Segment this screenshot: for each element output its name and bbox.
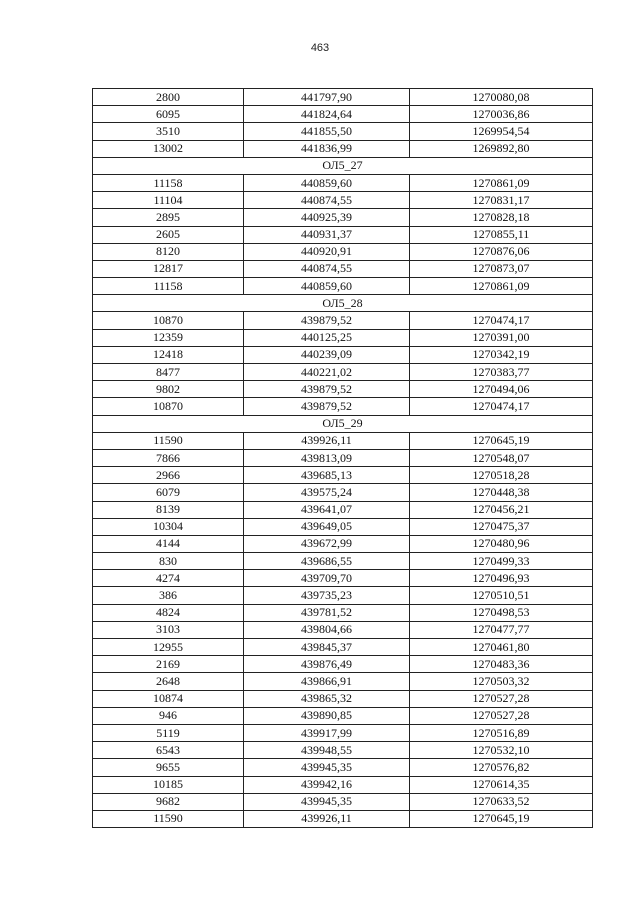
y-coordinate-cell: 1270483,36 [410,656,593,673]
y-coordinate-cell: 1270080,08 [410,89,593,106]
point-number-cell: 2800 [93,89,244,106]
point-number-cell: 12418 [93,346,244,363]
y-coordinate-cell: 1270448,38 [410,484,593,501]
y-coordinate-cell: 1270633,52 [410,793,593,810]
point-number-cell: 12359 [93,329,244,346]
y-coordinate-cell: 1270383,77 [410,364,593,381]
table-row [93,759,593,776]
y-coordinate-cell: 1270527,28 [410,690,593,707]
point-number-cell: 11158 [93,174,244,191]
table-row [93,123,593,140]
x-coordinate-cell: 439672,99 [244,535,410,552]
table-row [93,140,593,157]
point-number-cell: 12817 [93,260,244,277]
y-coordinate-cell: 1270873,07 [410,260,593,277]
table-row [93,432,593,449]
x-coordinate-cell: 439709,70 [244,570,410,587]
point-number-cell: 9655 [93,759,244,776]
table-row [93,312,593,329]
x-coordinate-cell: 439948,55 [244,742,410,759]
point-number-cell: 7866 [93,449,244,466]
x-coordinate-cell: 441824,64 [244,106,410,123]
x-coordinate-cell: 439879,52 [244,381,410,398]
point-number-cell: 8477 [93,364,244,381]
y-coordinate-cell: 1269954,54 [410,123,593,140]
point-number-cell: 3510 [93,123,244,140]
y-coordinate-cell: 1270342,19 [410,346,593,363]
x-coordinate-cell: 439866,91 [244,673,410,690]
table-row [93,535,593,552]
point-number-cell: 9682 [93,793,244,810]
y-coordinate-cell: 1270516,89 [410,724,593,741]
table-row [93,553,593,570]
page-number: 463 [310,42,330,54]
point-number-cell: 11158 [93,278,244,295]
x-coordinate-cell: 439575,24 [244,484,410,501]
x-coordinate-cell: 439865,32 [244,690,410,707]
y-coordinate-cell: 1270498,53 [410,604,593,621]
x-coordinate-cell: 440239,09 [244,346,410,363]
y-coordinate-cell: 1270527,28 [410,707,593,724]
point-number-cell: 9802 [93,381,244,398]
y-coordinate-cell: 1270855,11 [410,226,593,243]
table-row [93,467,593,484]
y-coordinate-cell: 1270548,07 [410,449,593,466]
y-coordinate-cell: 1270831,17 [410,192,593,209]
y-coordinate-cell: 1270876,06 [410,243,593,260]
table-row [93,346,593,363]
x-coordinate-cell: 439926,11 [244,432,410,449]
y-coordinate-cell: 1270480,96 [410,535,593,552]
y-coordinate-cell: 1270503,32 [410,673,593,690]
x-coordinate-cell: 441855,50 [244,123,410,140]
table-row [93,639,593,656]
y-coordinate-cell: 1270496,93 [410,570,593,587]
table-row [93,364,593,381]
x-coordinate-cell: 439735,23 [244,587,410,604]
section-label: ОЛ5_27 [93,157,593,174]
point-number-cell: 11104 [93,192,244,209]
x-coordinate-cell: 439917,99 [244,724,410,741]
table-row [93,89,593,106]
x-coordinate-cell: 439813,09 [244,449,410,466]
table-row [93,621,593,638]
y-coordinate-cell: 1269892,80 [410,140,593,157]
y-coordinate-cell: 1270576,82 [410,759,593,776]
point-number-cell: 10185 [93,776,244,793]
point-number-cell: 8139 [93,501,244,518]
table-row [93,742,593,759]
x-coordinate-cell: 439945,35 [244,793,410,810]
point-number-cell: 5119 [93,724,244,741]
point-number-cell: 2966 [93,467,244,484]
point-number-cell: 4824 [93,604,244,621]
x-coordinate-cell: 440874,55 [244,192,410,209]
y-coordinate-cell: 1270861,09 [410,278,593,295]
table-row [93,673,593,690]
table-row [93,398,593,415]
table-row [93,226,593,243]
y-coordinate-cell: 1270036,86 [410,106,593,123]
y-coordinate-cell: 1270518,28 [410,467,593,484]
coordinates-table-body [93,89,593,828]
x-coordinate-cell: 440874,55 [244,260,410,277]
x-coordinate-cell: 440920,91 [244,243,410,260]
table-row [93,106,593,123]
point-number-cell: 11590 [93,432,244,449]
table-row [93,174,593,191]
y-coordinate-cell: 1270614,35 [410,776,593,793]
table-row [93,707,593,724]
table-row [93,810,593,827]
point-number-cell: 6079 [93,484,244,501]
point-number-cell: 3103 [93,621,244,638]
point-number-cell: 2605 [93,226,244,243]
y-coordinate-cell: 1270532,10 [410,742,593,759]
point-number-cell: 4144 [93,535,244,552]
y-coordinate-cell: 1270494,06 [410,381,593,398]
point-number-cell: 4274 [93,570,244,587]
coordinates-table [92,88,593,828]
table-row [93,192,593,209]
x-coordinate-cell: 439845,37 [244,639,410,656]
y-coordinate-cell: 1270645,19 [410,810,593,827]
x-coordinate-cell: 439942,16 [244,776,410,793]
x-coordinate-cell: 440859,60 [244,174,410,191]
x-coordinate-cell: 439804,66 [244,621,410,638]
table-row [93,278,593,295]
y-coordinate-cell: 1270475,37 [410,518,593,535]
x-coordinate-cell: 439876,49 [244,656,410,673]
point-number-cell: 11590 [93,810,244,827]
table-row [93,793,593,810]
point-number-cell: 10304 [93,518,244,535]
section-header-row [93,295,593,312]
point-number-cell: 10870 [93,398,244,415]
point-number-cell: 2648 [93,673,244,690]
table-row [93,690,593,707]
point-number-cell: 946 [93,707,244,724]
y-coordinate-cell: 1270477,77 [410,621,593,638]
x-coordinate-cell: 440125,25 [244,329,410,346]
table-row [93,656,593,673]
table-row [93,484,593,501]
x-coordinate-cell: 439685,13 [244,467,410,484]
y-coordinate-cell: 1270828,18 [410,209,593,226]
x-coordinate-cell: 440925,39 [244,209,410,226]
table-row [93,570,593,587]
x-coordinate-cell: 439781,52 [244,604,410,621]
x-coordinate-cell: 439926,11 [244,810,410,827]
x-coordinate-cell: 440931,37 [244,226,410,243]
section-label: ОЛ5_29 [93,415,593,432]
point-number-cell: 13002 [93,140,244,157]
x-coordinate-cell: 439686,55 [244,553,410,570]
section-header-row [93,415,593,432]
y-coordinate-cell: 1270645,19 [410,432,593,449]
x-coordinate-cell: 441797,90 [244,89,410,106]
table-row [93,501,593,518]
table-row [93,518,593,535]
y-coordinate-cell: 1270510,51 [410,587,593,604]
point-number-cell: 12955 [93,639,244,656]
table-row [93,604,593,621]
table-row [93,260,593,277]
x-coordinate-cell: 441836,99 [244,140,410,157]
point-number-cell: 386 [93,587,244,604]
x-coordinate-cell: 439879,52 [244,312,410,329]
y-coordinate-cell: 1270861,09 [410,174,593,191]
table-row [93,724,593,741]
point-number-cell: 6095 [93,106,244,123]
point-number-cell: 6543 [93,742,244,759]
table-row [93,587,593,604]
y-coordinate-cell: 1270391,00 [410,329,593,346]
x-coordinate-cell: 439890,85 [244,707,410,724]
x-coordinate-cell: 439641,07 [244,501,410,518]
point-number-cell: 8120 [93,243,244,260]
table-row [93,329,593,346]
section-label: ОЛ5_28 [93,295,593,312]
y-coordinate-cell: 1270461,80 [410,639,593,656]
x-coordinate-cell: 440859,60 [244,278,410,295]
table-row [93,381,593,398]
point-number-cell: 10874 [93,690,244,707]
y-coordinate-cell: 1270474,17 [410,398,593,415]
y-coordinate-cell: 1270456,21 [410,501,593,518]
table-row [93,243,593,260]
point-number-cell: 2169 [93,656,244,673]
section-header-row [93,157,593,174]
x-coordinate-cell: 440221,02 [244,364,410,381]
x-coordinate-cell: 439945,35 [244,759,410,776]
point-number-cell: 2895 [93,209,244,226]
x-coordinate-cell: 439649,05 [244,518,410,535]
point-number-cell: 830 [93,553,244,570]
table-row [93,209,593,226]
point-number-cell: 10870 [93,312,244,329]
y-coordinate-cell: 1270474,17 [410,312,593,329]
table-row [93,449,593,466]
table-row [93,776,593,793]
y-coordinate-cell: 1270499,33 [410,553,593,570]
x-coordinate-cell: 439879,52 [244,398,410,415]
